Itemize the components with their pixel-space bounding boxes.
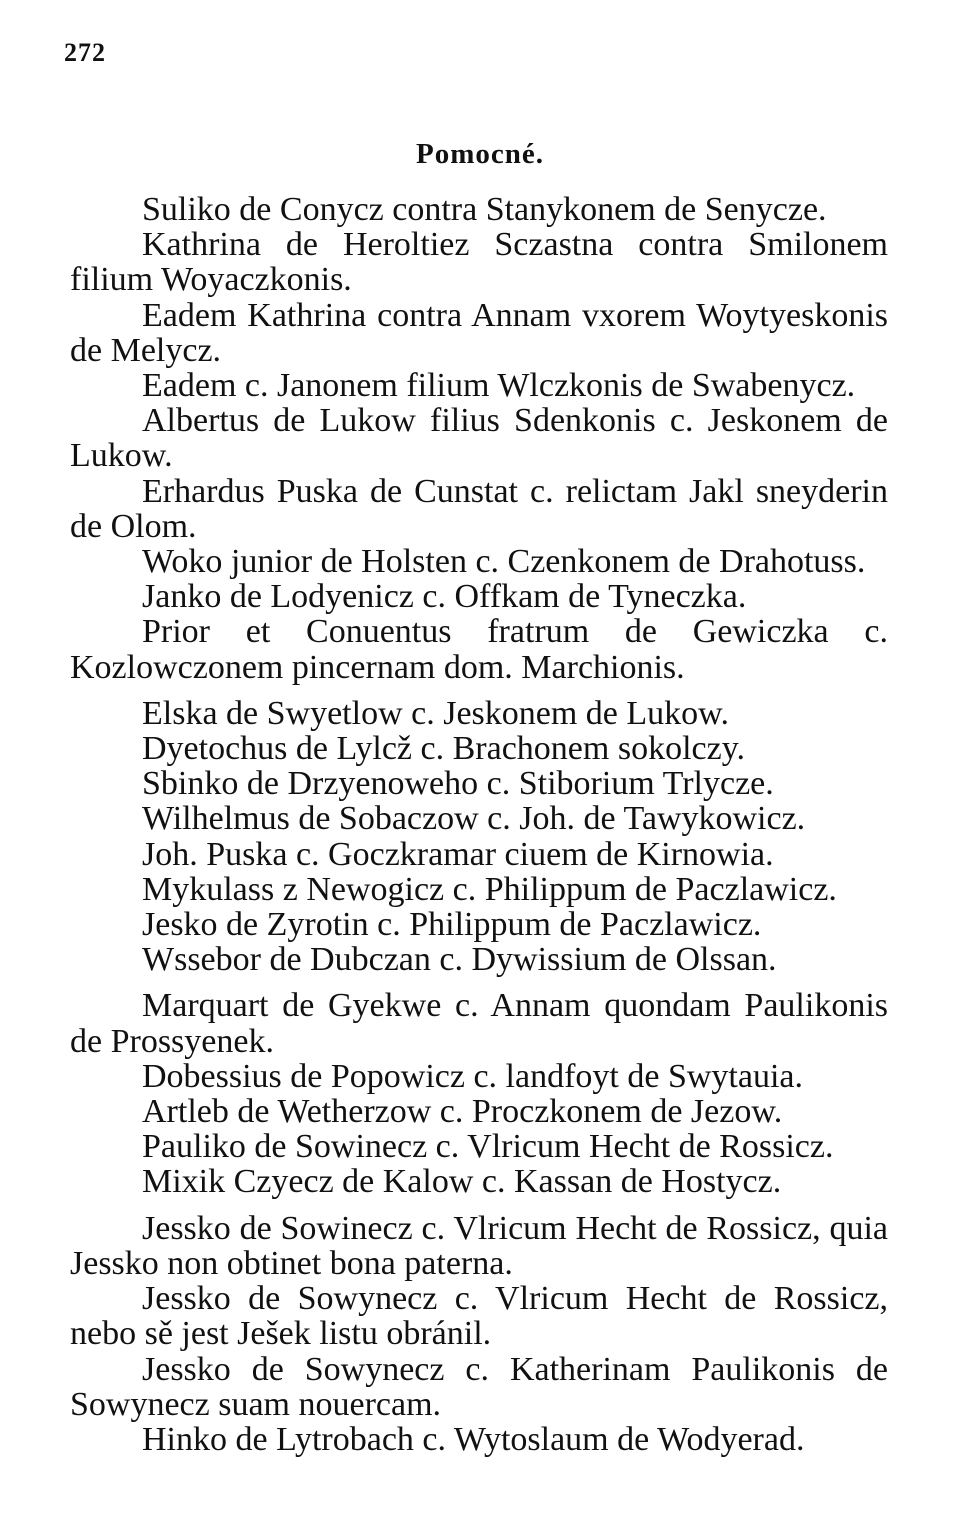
- entry: Dobessius de Popowicz c. landfoyt de Swytauia.: [142, 1057, 803, 1095]
- entry: Pauliko de Sowinecz c. Vlricum Hecht de Rossicz.: [142, 1128, 834, 1166]
- entry: Dyetochus de Lylcž c. Brachonem sokolczy.: [142, 730, 745, 768]
- page-number: 272: [64, 38, 106, 67]
- entry: Elska de Swyetlow c. Jeskonem de Lukow.: [142, 694, 730, 732]
- entry: Hinko de Lytrobach c. Wytoslaum de Wodyerad.: [142, 1420, 805, 1458]
- entry: Marquart de Gyekwe c. Annam quondam Paulikonis de Prossyenek.: [70, 987, 888, 1060]
- entry: Eadem c. Janonem filium Wlczkonis de Swabenycz.: [142, 367, 856, 405]
- entry: Erhardus Puska de Cunstat c. relictam Jakl sneyderin de Olom.: [70, 472, 888, 545]
- section-heading: Pomocné.: [416, 138, 544, 170]
- entry: Suliko de Conycz contra Stanykonem de Senycze.: [142, 191, 827, 228]
- entry: Wilhelmus de Sobaczow c. Joh. de Tawykowicz.: [142, 800, 806, 838]
- entry: Prior et Conuentus fratrum de Gewiczka c. Kozlowczonem pincernam dom. Marchionis.: [70, 613, 888, 686]
- entry: Jessko de Sowynecz c. Katherinam Paulikonis de Sowynecz suam nouercam.: [70, 1350, 888, 1423]
- entry: Joh. Puska c. Goczkramar ciuem de Kirnowia.: [142, 835, 774, 873]
- entry: Jessko de Sowynecz c. Vlricum Hecht de Rossicz, nebo sě jest Ješek listu obránil.: [70, 1280, 888, 1353]
- entry: Mykulass z Newogicz c. Philippum de Paczlawicz.: [142, 870, 837, 908]
- entry: Wssebor de Dubczan c. Dywissium de Olssan.: [142, 941, 777, 979]
- entry: Sbinko de Drzyenoweho c. Stiborium Trlycze.: [142, 765, 774, 803]
- entry: Janko de Lodyenicz c. Offkam de Tyneczka.: [142, 578, 747, 616]
- entry: Jesko de Zyrotin c. Philippum de Paczlawicz.: [142, 906, 762, 944]
- entry: Albertus de Lukow filius Sdenkonis c. Jeskonem de Lukow.: [70, 402, 888, 475]
- entry: Eadem Kathrina contra Annam vxorem Woytyeskonis de Melycz.: [70, 296, 888, 369]
- entry: Artleb de Wetherzow c. Proczkonem de Jezow.: [142, 1093, 783, 1131]
- entry: Mixik Czyecz de Kalow c. Kassan de Hostycz.: [142, 1163, 782, 1201]
- entry: Kathrina de Heroltiez Sczastna contra Smilonem filium Woyaczkonis.: [70, 226, 888, 299]
- entry: Woko junior de Holsten c. Czenkonem de Drahotuss.: [142, 543, 866, 581]
- entry: Jessko de Sowinecz c. Vlricum Hecht de Rossicz, quia Jessko non obtinet bona paterna.: [70, 1209, 888, 1282]
- entry-list: [70, 192, 888, 1457]
